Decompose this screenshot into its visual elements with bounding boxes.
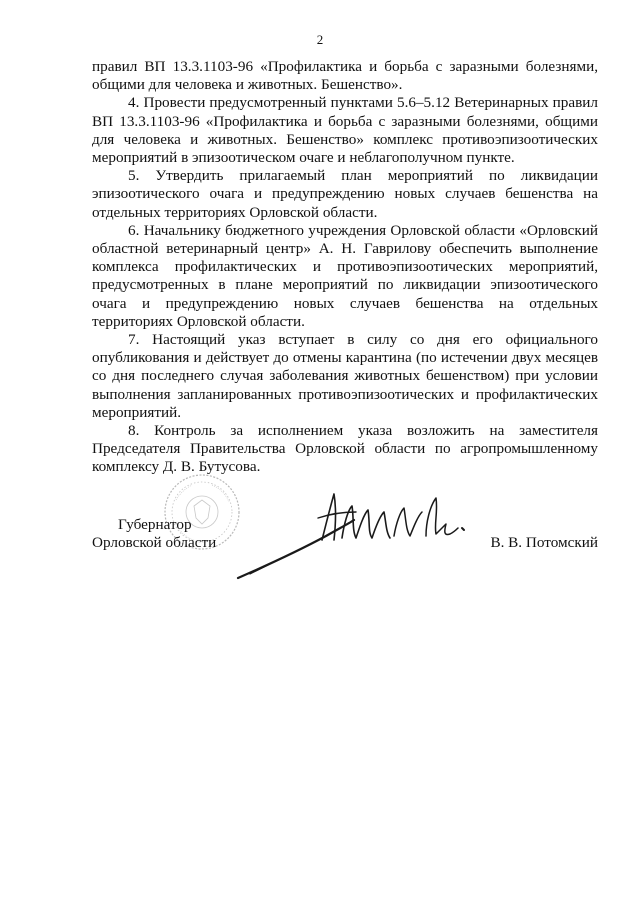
paragraph-item-4: 4. Провести предусмотренный пунктами 5.6–5.12 Ветеринарных правил ВП 13.3.1103-96 «Профилактика и борьба с заразными болезнями, общими для человека и животных. Бешенство» комплекс противоэпизоотических мероприятий в эпизоотическом очаге и неблагополучном пункте. (92, 94, 598, 167)
paragraph-item-8: 8. Контроль за исполнением указа возложить на заместителя Председателя Правительства Орловской области по агропромышленному комплексу Д. В. Бутусова. (92, 422, 598, 476)
signatory-title-line2: Орловской области (92, 534, 217, 552)
signatory-title (92, 516, 216, 552)
paragraph-item-6: 6. Начальнику бюджетного учреждения Орловской области «Орловский областной ветеринарный центр» А. Н. Гаврилову обеспечить выполнение комплекса профилактических и противоэпизоотических мероприятий, предусмотренных в плане мероприятий по ликвидации эпизоотического очага и предупреждению новых случаев бешенства на отдельных территориях Орловской области. (92, 221, 598, 330)
paragraph-continuation: правил ВП 13.3.1103-96 «Профилактика и борьба с заразными болезнями, общими для человека и животных. Бешенство». (92, 58, 598, 94)
document-body (92, 58, 598, 477)
handwritten-signature-image (230, 478, 470, 588)
signatory-title-line1: Губернатор (118, 516, 192, 533)
paragraph-item-5: 5. Утвердить прилагаемый план мероприятий по ликвидации эпизоотического очага и предупреждению новых случаев бешенства на отдельных территориях Орловской области. (92, 167, 598, 221)
signatory-name: В. В. Потомский (490, 534, 598, 551)
paragraph-item-7: 7. Настоящий указ вступает в силу со дня его официального опубликования и действует до отмены карантина (по истечении двух месяцев со дня последнего случая заболевания животных бешенством) при условии выполнения запланированных противоэпизоотических и профилактических мероприятий. (92, 331, 598, 421)
page-number: 2 (316, 32, 324, 47)
